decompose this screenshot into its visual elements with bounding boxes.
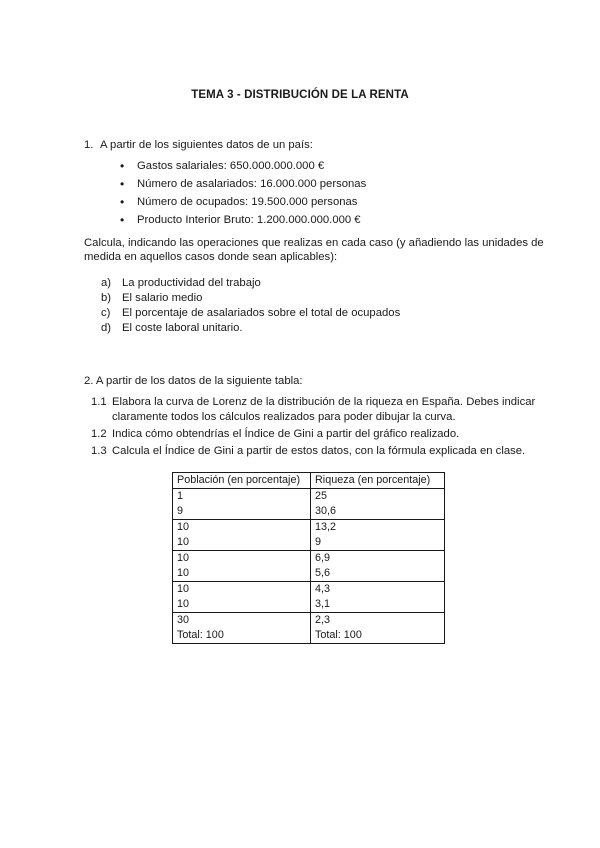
column-header-wealth: Riqueza (en porcentaje): [311, 473, 445, 489]
list-item: [101, 306, 521, 321]
column-header-population: Población (en porcentaje): [173, 473, 311, 489]
wealth-cell: 9: [311, 535, 445, 551]
table-header-row: [173, 473, 445, 489]
list-item: [101, 291, 521, 306]
list-item: • Número de ocupados: 19.500.000 personas: [120, 193, 366, 211]
item-marker: b): [101, 292, 112, 304]
population-cell: 10: [173, 582, 311, 598]
item-text: Calcula el Índice de Gini a partir de estos datos, con la fórmula explicada en clase.: [112, 444, 526, 457]
item-text: La productividad del trabajo: [122, 277, 261, 289]
item-marker: d): [101, 322, 112, 334]
q1-instruction: [84, 236, 544, 264]
q1-instruction-line1: Calcula, indicando las operaciones que realizas en cada caso (y añadiendo las unidades de: [84, 237, 544, 249]
item-text-line1: Elabora la curva de Lorenz de la distribución de la riqueza en España. Debes indicar: [112, 396, 536, 408]
table-row: [173, 566, 445, 582]
wealth-cell: 6,9: [315, 552, 331, 564]
item-text-line2: claramente todos los cálculos realizados para poder dibujar la curva.: [112, 410, 456, 423]
wealth-cell: 3,1: [311, 597, 445, 613]
list-item: [91, 427, 521, 442]
q1-instruction-line2: medida en aquellos casos donde sean aplicables):: [84, 251, 338, 263]
population-cell: 9: [173, 504, 311, 520]
table-row: [173, 582, 445, 598]
wealth-cell: 30,6: [311, 504, 445, 520]
item-marker: 1.1: [91, 396, 107, 408]
population-cell: 10: [173, 520, 311, 536]
item-text: El coste laboral unitario.: [122, 322, 243, 334]
list-item: [91, 444, 526, 459]
wealth-cell: 5,6: [311, 566, 445, 582]
list-item: • Número de asalariados: 16.000.000 personas: [120, 175, 366, 193]
item-marker: a): [101, 277, 112, 289]
population-cell: 10: [173, 597, 311, 613]
item-text: Indica cómo obtendrías el Índice de Gini a partir del gráfico realizado.: [112, 428, 460, 440]
wealth-cell: 13,2: [315, 521, 337, 533]
q1-number: 1.: [84, 139, 94, 151]
item-text: El porcentaje de asalariados sobre el total de ocupados: [122, 307, 401, 319]
wealth-cell: 25: [315, 490, 328, 502]
wealth-cell: 2,3: [315, 614, 331, 626]
population-cell: 1: [173, 489, 311, 505]
population-cell: 10: [173, 566, 311, 582]
wealth-distribution-table: [172, 472, 445, 644]
population-total-cell: Total: 100: [173, 628, 311, 644]
population-cell: 10: [173, 551, 311, 567]
item-marker: 1.3: [91, 444, 107, 457]
q1-intro: A partir de los siguientes datos de un país:: [100, 139, 313, 151]
q2-items: [91, 395, 536, 458]
list-item: • Gastos salariales: 650.000.000.000 €: [120, 157, 366, 175]
table-total-row: [173, 628, 445, 644]
list-item: • Producto Interior Bruto: 1.200.000.000.000 €: [120, 211, 366, 229]
table-row: [173, 551, 445, 567]
item-text: El salario medio: [122, 292, 203, 304]
list-item: [91, 395, 536, 424]
table-row: [173, 613, 445, 629]
q2-intro: 2. A partir de los datos de la siguiente tabla:: [84, 375, 303, 387]
wealth-total-cell: Total: 100: [315, 629, 362, 641]
item-marker: 1.2: [91, 428, 107, 440]
page-title: TEMA 3 - DISTRIBUCIÓN DE LA RENTA: [191, 89, 409, 101]
table-row: [173, 489, 445, 505]
table-row: [173, 597, 445, 613]
list-item: [101, 321, 521, 336]
table-row: [173, 535, 445, 551]
population-cell: 30: [173, 613, 311, 629]
item-marker: c): [101, 307, 111, 319]
table-row: [173, 520, 445, 536]
population-cell: 10: [173, 535, 311, 551]
list-item: [101, 276, 521, 291]
q1-data-list: [120, 157, 366, 229]
table-row: [173, 504, 445, 520]
q1-items: [101, 276, 521, 336]
wealth-cell: 4,3: [315, 583, 331, 595]
